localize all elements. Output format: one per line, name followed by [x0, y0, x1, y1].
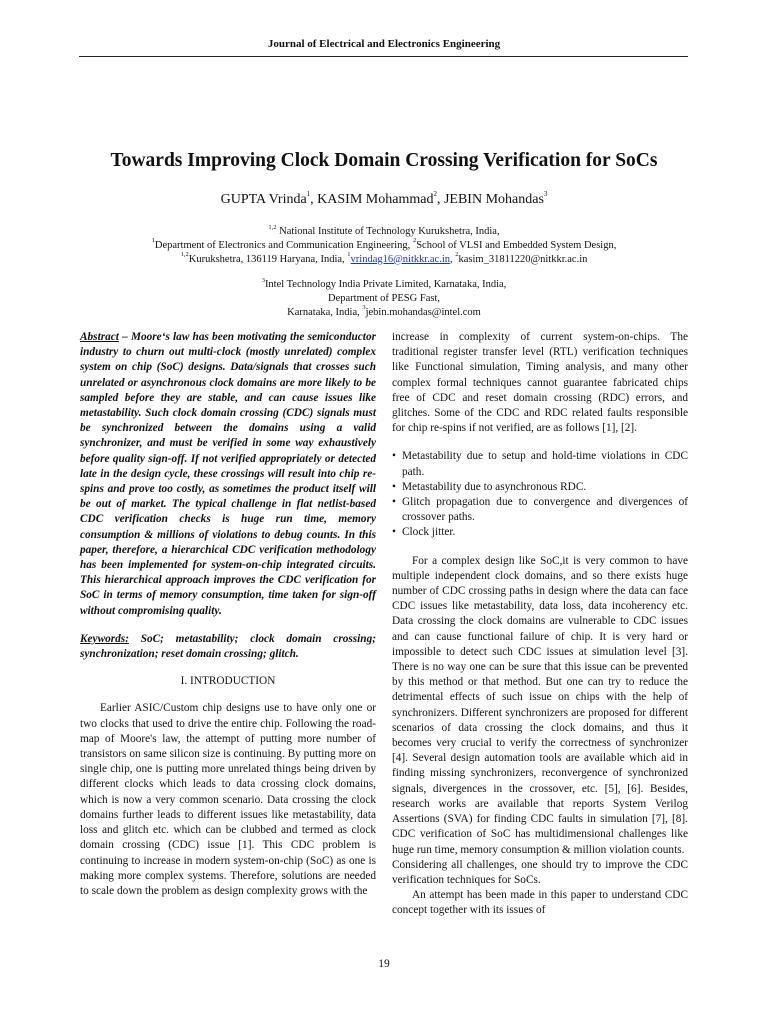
list-item: • Metastability due to asynchronous RDC. [392, 480, 688, 495]
affiliation-line: Department of PESG Fast, [328, 292, 440, 304]
affil-text: , [450, 253, 456, 265]
page-number: 19 [378, 958, 390, 970]
affil-sup: 3 [261, 276, 265, 284]
email-2: kasim_31811220@nitkkr.ac.in [458, 253, 588, 265]
left-column [80, 330, 376, 899]
keywords [80, 632, 376, 662]
list-item: • Metastability due to setup and hold-time violations in CDC path. [392, 449, 688, 479]
author-list: GUPTA Vrinda$^1$, KASIM Mohammad$^2$, JEBIN Mohandas$^3$ [220, 190, 548, 207]
affil-sup: 1 [151, 237, 155, 245]
affiliation-line [0, 306, 768, 320]
abstract-text: – Moore‘s law has been motivating the semiconductor industry to churn out multi-clock (mostly unrelated) complex system on chip (SoC) designs. Data/signals that crosses such unrelated or asynchronous clock domains are more likely to be sampled before they are stable, and can cause issues like metastability. Such clock domain crossing (CDC) signals must be synchronized between the domains using a valid synchronizer, and must be verified in some way exhaustively before quality sign-off. If not verified appropriately or detected late in the design cycle, these crossings will result into chip re-spins and prove too costly, as sometimes the product itself will be out of market. The typical challenge in flat netlist-based CDC verification checks is huge run time, memory consumption & millions of violations to debug counts. In this paper, therefore, a hierarchical CDC verification methodology has been implemented for system-on-chip integrated circuits. This hierarchical approach improves the CDC verification for SoC in terms of memory consumption, time taken for sign-off without compromising quality. [80, 331, 376, 617]
journal-header: Journal of Electrical and Electronics Engineering [267, 38, 501, 50]
author-name: JEBIN Mohandas [443, 192, 544, 207]
intro-paragraph: Earlier ASIC/Custom chip designs use to have only one or two clocks that used to drive the entire chip. Following the road-map of Moore's law, the attempt of putting more number of transistors on same silicon size is continuing. By putting more on single chip, one is putting more unrelated things being driven by different clocks which leads to data crossing clock domains, which is now a very common scenario. Data crossing the clock domains further leads to different issues like metastability, data loss and glitch etc. which can be clubbed and termed as clock domain crossing (CDC) issue [1]. This CDC problem is continuing to increase in modern system-on-chip (SoC) as one is making more complex systems. Therefore, solutions are needed to scale down the problem as design complexity grows with the [80, 702, 376, 897]
keywords-text: SoC; metastability; clock domain crossing; synchronization; reset domain crossing; glitch. [80, 632, 376, 661]
author-name: GUPTA Vrinda [220, 192, 307, 207]
paper-title: Towards Improving Clock Domain Crossing Verification for SoCs [110, 150, 658, 171]
list-item: • Clock jitter. [392, 525, 688, 540]
intel-affiliation [0, 278, 768, 319]
affil-text: School of VLSI and Embedded System Design, [416, 239, 617, 251]
section-heading-introduction: I. INTRODUCTION [180, 675, 276, 688]
fault-list [392, 449, 688, 540]
affiliation-block [0, 225, 768, 266]
affil-sup: 2 [455, 251, 459, 259]
author-name: KASIM Mohammad [317, 192, 434, 207]
header-rule [79, 56, 688, 57]
right-column [392, 330, 688, 919]
affiliation-line [0, 225, 768, 239]
affil-sup: 1,2 [180, 251, 189, 259]
affiliation-line [0, 253, 768, 267]
affil-sup: 1 [347, 251, 351, 259]
affil-text: Karnataka, India, [287, 306, 363, 318]
affiliation-line [0, 239, 768, 253]
list-item: • Glitch propagation due to convergence and divergences of crossover paths. [392, 495, 688, 525]
body-paragraph: Considering all challenges, one should try to improve the CDC verification techniques for SoCs. [392, 858, 688, 886]
abstract-label: Abstract [80, 331, 119, 343]
affil-sup: 3 [362, 304, 366, 312]
body-paragraph: For a complex design like SoC,it is very common to have multiple independent clock domains, and so there exists huge number of CDC crossing paths in design where the data can face CDC issues like metastability, data loss, data incoherency etc. Data crossing the clock domains are vulnerable to CDC issues and can cause functional failure of chip. It is very hard or impossible to detect such CDC issues at simulation level [3]. There is no way one can be sure that this issue can be prevented by this method or that method. But one can try to reduce the detrimental effects of such issue on chips with the help of synchronizers. Different synchronizers are proposed for different scenarios of data crossing the clock domains, and thus it becomes very crucial to verify the correctness of synchronizer [4]. Several design automation tools are available which aid in finding missing synchronizers, reconvergence of synchronized signals, divergences in the crossover, etc. [5], [6]. Besides, research works are available that reports System Verilog Assertions (SVA) for finding CDC faults in simulation [7], [8]. CDC verification of SoC has multidimensional challenges like huge run time, memory consumption & million violation counts. [392, 554, 688, 856]
affil-text: National Institute of Technology Kurukshetra, India, [276, 226, 500, 237]
abstract [80, 330, 376, 619]
email-link-1[interactable]: vrindag16@nitkkr.ac.in [350, 253, 451, 265]
body-paragraph: increase in complexity of current system-on-chips. The traditional register transfer level (RTL) verification techniques like Functional simulation, Timing analysis, and many other complex formal techniques cannot guarantee fabricated chips free of CDC and reset domain crossing (RDC) errors, and glitches. Some of the CDC and RDC related faults responsible for chip re-spins if not verified, are as follows [1], [2]. [392, 331, 688, 435]
affiliation-line [0, 278, 768, 292]
affil-sup: 1,2 [268, 223, 277, 231]
body-paragraph: An attempt has been made in this paper to understand CDC concept together with its issues of [392, 889, 688, 917]
affil-text: Kurukshetra, 136119 Haryana, India, [188, 253, 348, 265]
affil-text: Intel Technology India Private Limited, Karnataka, India, [264, 279, 507, 290]
author-sup: 3 [543, 190, 548, 199]
affil-text: Department of Electronics and Communication Engineering, [154, 239, 413, 251]
email-3: jebin.mohandas@intel.com [365, 306, 481, 318]
affil-sup: 2 [412, 237, 417, 245]
keywords-label: Keywords: [80, 632, 129, 645]
author-sup: 2 [433, 190, 437, 199]
author-sup: 1 [306, 190, 311, 199]
